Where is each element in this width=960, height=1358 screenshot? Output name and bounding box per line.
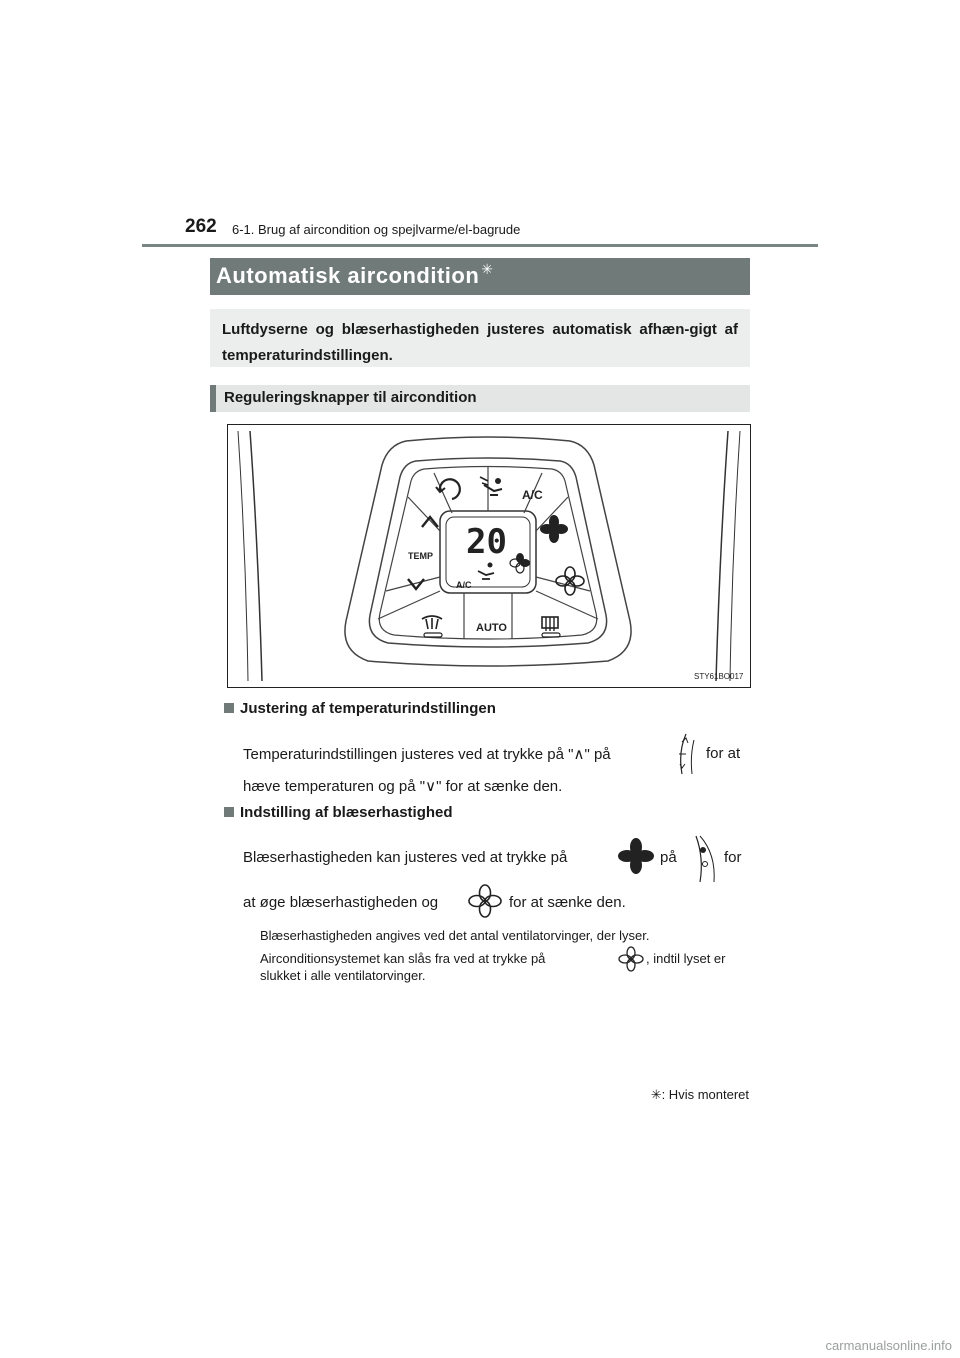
temperature-text-a: Temperaturindstillingen justeres ved at trykke på "∧" på [243,746,611,763]
display-ac-label: A/C [456,580,472,590]
fan-speed-heading-text: Indstilling af blæserhastighed [240,804,453,821]
footnote: ✳: Hvis monteret [650,1087,749,1102]
display-airflow-icon [478,563,494,580]
note-off-b: , indtil lyset er [646,951,726,966]
display-fan-icon [510,553,530,573]
temp-down-icon [408,579,424,589]
figure-code: STY61BO017 [694,672,744,681]
fan-text-line2-a: at øge blæserhastigheden og [243,894,439,911]
fan-low-inline-icon [468,884,502,918]
fan-button-inline-icon [690,834,718,884]
front-defroster-icon [422,616,442,637]
page-number: 262 [185,216,217,237]
temperature-text-b: for at [706,745,741,762]
subheading-bar [210,385,750,412]
auto-button-label: AUTO [476,622,507,634]
fan-high-inline-icon [618,838,654,874]
header-rule [142,244,818,247]
note-off-c: slukket i alle ventilatorvinger. [260,968,426,983]
fan-text-b: på [660,849,677,866]
display-temperature: 20 [466,522,507,562]
fan-low-icon [556,567,584,595]
note-fan-indicator: Blæserhastigheden angives ved det antal ventilatorvinger, der lyser. [260,928,650,943]
fan-text-a: Blæserhastigheden kan justeres ved at trykke på [243,849,568,866]
fan-text-line2-b: for at sænke den. [509,894,626,911]
section-title-bar [210,258,750,295]
subheading-text: Reguleringsknapper til aircondition [224,389,477,406]
chapter-title: 6-1. Brug af aircondition og spejlvarme/el-bagrude [232,222,521,237]
fan-text-c: for [724,849,742,866]
control-panel-figure [227,424,751,688]
rear-defroster-icon [542,617,560,637]
ac-button-label: A/C [522,488,543,502]
temperature-text-line2: hæve temperaturen og på "∨" for at sænke den. [243,778,563,795]
temperature-heading [224,700,496,717]
temp-up-icon [422,517,438,527]
control-panel-illustration [228,425,750,687]
note-off-a: Airconditionsystemet kan slås fra ved at trykke på [260,951,546,966]
airflow-mode-icon [480,477,502,495]
fan-high-icon [540,515,568,543]
bullet-square [224,807,234,817]
recirculation-icon [436,479,460,499]
bullet-square [224,703,234,713]
temp-button-icon [664,732,698,776]
section-title-text: Automatisk aircondition [216,263,480,288]
section-title [216,263,492,289]
temperature-text-line1 [243,745,611,763]
intro-box [210,309,750,367]
footnote-mark: ✳ [481,261,494,277]
temp-label: TEMP [408,551,434,561]
watermark: carmanualsonline.info [825,1338,952,1353]
intro-text: Luftdyserne og blæserhastigheden justeres automatisk afhæn-gigt af temperaturindstillingen. [222,321,738,364]
fan-speed-heading [224,804,453,821]
subheading-accent [210,385,216,412]
temperature-heading-text: Justering af temperaturindstillingen [240,700,496,717]
